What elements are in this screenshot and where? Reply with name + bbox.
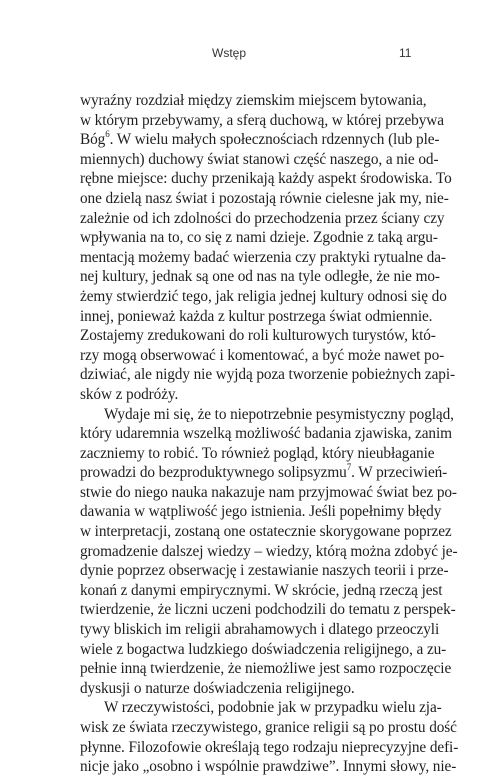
page-number: 11: [399, 46, 412, 60]
text-line: konań z danymi empirycznymi. W skrócie, jedną rzeczą jest: [80, 581, 443, 599]
text-line: twierdzenie, że liczni uczeni podchodzili do tematu z perspek-: [80, 601, 456, 619]
text-line: tywy bliskich im religii abrahamowych i dlatego przeoczyli: [80, 621, 440, 639]
text-line: w którym przebywamy, a sferą duchową, w której przebywa: [80, 111, 444, 129]
text-line: miennych) duchowy świat stanowi część naszego, a nie od-: [80, 150, 439, 168]
body-text: [80, 91, 459, 777]
text-line: mentacją możemy badać wierzenia czy praktyki rytualne da-: [80, 248, 446, 266]
text-line: nicje jako „osobno i wspólnie prawdziwe”. Innymi słowy, nie-: [80, 758, 457, 776]
text-line: stwie do niego nauka nakazuje nam przyjmować świat bez po-: [80, 483, 457, 501]
text-line: wisk ze świata rzeczywistego, granice religii są po prostu dość: [80, 719, 457, 736]
text-line: sków z podróży.: [80, 385, 179, 403]
text-line: dynie poprzez obserwację i zestawianie naszych teorii i prze-: [80, 562, 449, 580]
text-line: wiele z bogactwa ludzkiego doświadczenia religijnego, a zu-: [80, 640, 447, 658]
text-line: dziwiać, ale nigdy nie wyjdą poza tworzenie pobieżnych zapi-: [80, 366, 455, 384]
text-line: który udaremnia wszelką możliwość badania zjawiska, zanim: [80, 425, 452, 443]
text-line: zależnie od ich zdolności do przechodzenia przez ściany czy: [80, 209, 445, 227]
text-line: wyraźny rozdział między ziemskim miejscem bytowania,: [80, 92, 427, 109]
text-line: Zostajemy zredukowani do roli kulturowych turystów, któ-: [80, 327, 436, 345]
text-line: w interpretacji, zostaną one ostatecznie skorygowane poprzez: [80, 523, 452, 541]
footnote-marker: 6: [105, 129, 110, 140]
paragraph-first-line: W rzeczywistości, podobnie jak w przypadku wielu zja-: [104, 699, 442, 717]
text-line: rębne miejsce: duchy przenikają każdy aspekt środowiska. To: [80, 170, 452, 188]
running-title: Wstęp: [212, 46, 247, 60]
text-line: gromadzenie dalszej wiedzy – wiedzy, którą można zdobyć je-: [80, 542, 458, 560]
text-line: dyskusji o naturze doświadczenia religijnego.: [80, 679, 355, 697]
text-line: zaczniemy to robić. To również pogląd, który nieubłaganie: [80, 444, 435, 462]
text-line: płynne. Filozofowie określają tego rodzaju nieprecyzyjne defi-: [80, 738, 459, 756]
page-header: [0, 46, 480, 66]
text-line: rzy mogą obserwować i komentować, a być może nawet po-: [80, 346, 445, 364]
footnote-marker: 7: [346, 462, 352, 473]
text-line: innej, ponieważ każda z kultur postrzega świat odmiennie.: [80, 307, 433, 325]
text-line: one dzielą nasz świat i pozostają równie cielesne jak my, nie-: [80, 189, 449, 207]
text-line: pełnie inną twierdzenie, że niemożliwe jest samo rozpoczęcie: [80, 660, 452, 678]
text-line: prowadzi do bezproduktywnego solipsyzmu$^7$. W przeciwień-: [80, 462, 448, 482]
text-line: wpływania na to, co się z nami dzieje. Zgodnie z taką argu-: [80, 229, 438, 247]
paragraph-first-line: Wydaje mi się, że to niepotrzebnie pesymistyczny pogląd,: [104, 405, 454, 423]
text-line: nej kultury, jednak są one od nas na tyle odległe, że nie mo-: [80, 268, 440, 286]
text-line: żemy stwierdzić tego, jak religia jednej kultury odnosi się do: [80, 287, 447, 305]
text-line: dawania w wątpliwość jego istnienia. Jeśli popełnimy błędy: [80, 503, 442, 521]
text-line: Bóg$^6$. W wielu małych społecznościach rdzennych (lub ple-: [80, 129, 440, 149]
